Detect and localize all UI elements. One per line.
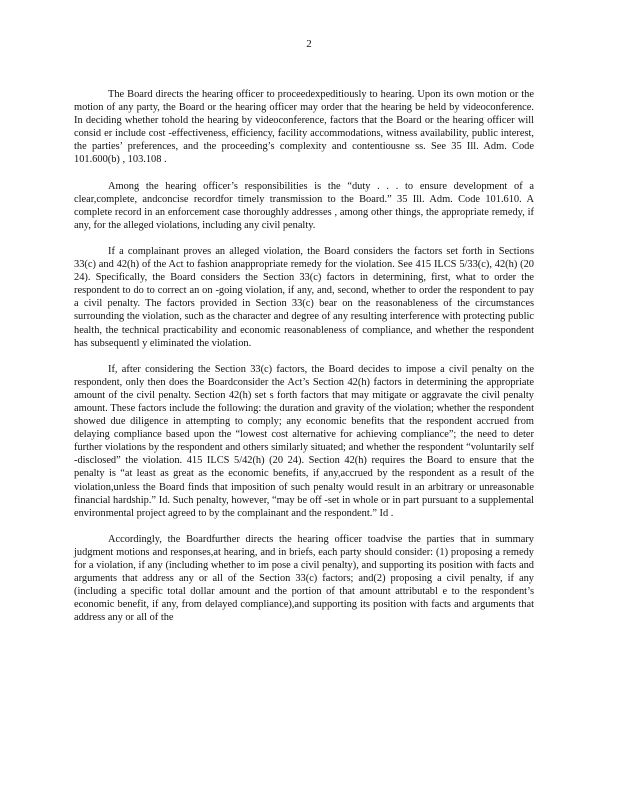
paragraph-section-33c-factors: If a complainant proves an alleged violation, the Board considers the factors set forth in Sections 33(c) and 42(h) of the Act to fashion anappropriate remedy for the violation. See 415 ILCS 5/33(c), 42(h) (20 24). Specifically, the Board considers the Section 33(c) factors in determining, first, what to order the respondent to do to correct an on -going violation, if any, and, second, whether to order the respondent to pay a civil penalty. The factors provided in Section 33(c) bear on the reasonableness of the circumstances surrounding the violation, such as the character and degree of any resulting interference with protecting public health, the technical practicability and economic reasonableness of compliance, and whether the respondent has subsequentl y eliminated the violation. — [74, 245, 534, 349]
document-body — [74, 88, 534, 637]
paragraph-party-submissions: Accordingly, the Boardfurther directs the hearing officer toadvise the parties that in summary judgment motions and responses,at hearing, and in briefs, each party should consider: (1) proposing a remedy for a violation, if any (including whether to im pose a civil penalty), and supporting its position with facts and arguments that address any or all of the Section 33(c) factors; and(2) proposing a civil penalty, if any (including a specific total dollar amount and the portion of that amount attributabl e to the respondent’s economic benefit, if any, from delayed compliance),and supporting its position with facts and arguments that address any or all of the — [74, 533, 534, 624]
paragraph-hearing-officer-duties: Among the hearing officer’s responsibilities is the “duty . . . to ensure development of a clear,complete, andconcise recordfor timely transmission to the Board.” 35 Ill. Adm. Code 101.610. A complete record in an enforcement case thoroughly addresses , among other things, the appropriate remedy, if any, for the alleged violations, including any civil penalty. — [74, 180, 534, 231]
paragraph-hearing-directive: The Board directs the hearing officer to proceedexpeditiously to hearing. Upon its own motion or the motion of any party, the Board or the hearing officer may order that the hearing be held by videoconference. In deciding whether tohold the hearing by videoconference, factors that the Board or the hearing officer will consid er include cost -effectiveness, efficiency, facility accommodations, witness availability, public interest, the parties’ preferences, and the proceeding’s complexity and contentiousne ss. See 35 Ill. Adm. Code 101.600(b) , 103.108 . — [74, 89, 534, 166]
paragraph-section-42h-factors: If, after considering the Section 33(c) factors, the Board decides to impose a civil penalty on the respondent, only then does the Boardconsider the Act’s Section 42(h) factors in determining the appropriate amount of the civil penalty. Section 42(h) set s forth factors that may mitigate or aggravate the civil penalty amount. These factors include the following: the duration and gravity of the violation; whether the respondent showed due diligence in attempting to comply; any economic benefits that the respondent accrued from delaying compliance based upon the “lowest cost alternative for achieving compliance”; the need to deter further violations by the respondent and others similarly situated; and whether the respondent “voluntarily self -disclosed” the violation. 415 ILCS 5/42(h) (20 24). Section 42(h) requires the Board to ensure that the penalty is “at least as great as the economic benefits, if any,accrued by the respondent as a result of the violation,unless the Board finds that imposition of such penalty would result in an arbitrary or unreasonable financial hardship.” Id. Such penalty, however, “may be off -set in whole or in part pursuant to a supplemental environmental project agreed to by the complainant and the respondent.” Id . — [74, 363, 534, 519]
page-number: 2 — [306, 38, 312, 50]
